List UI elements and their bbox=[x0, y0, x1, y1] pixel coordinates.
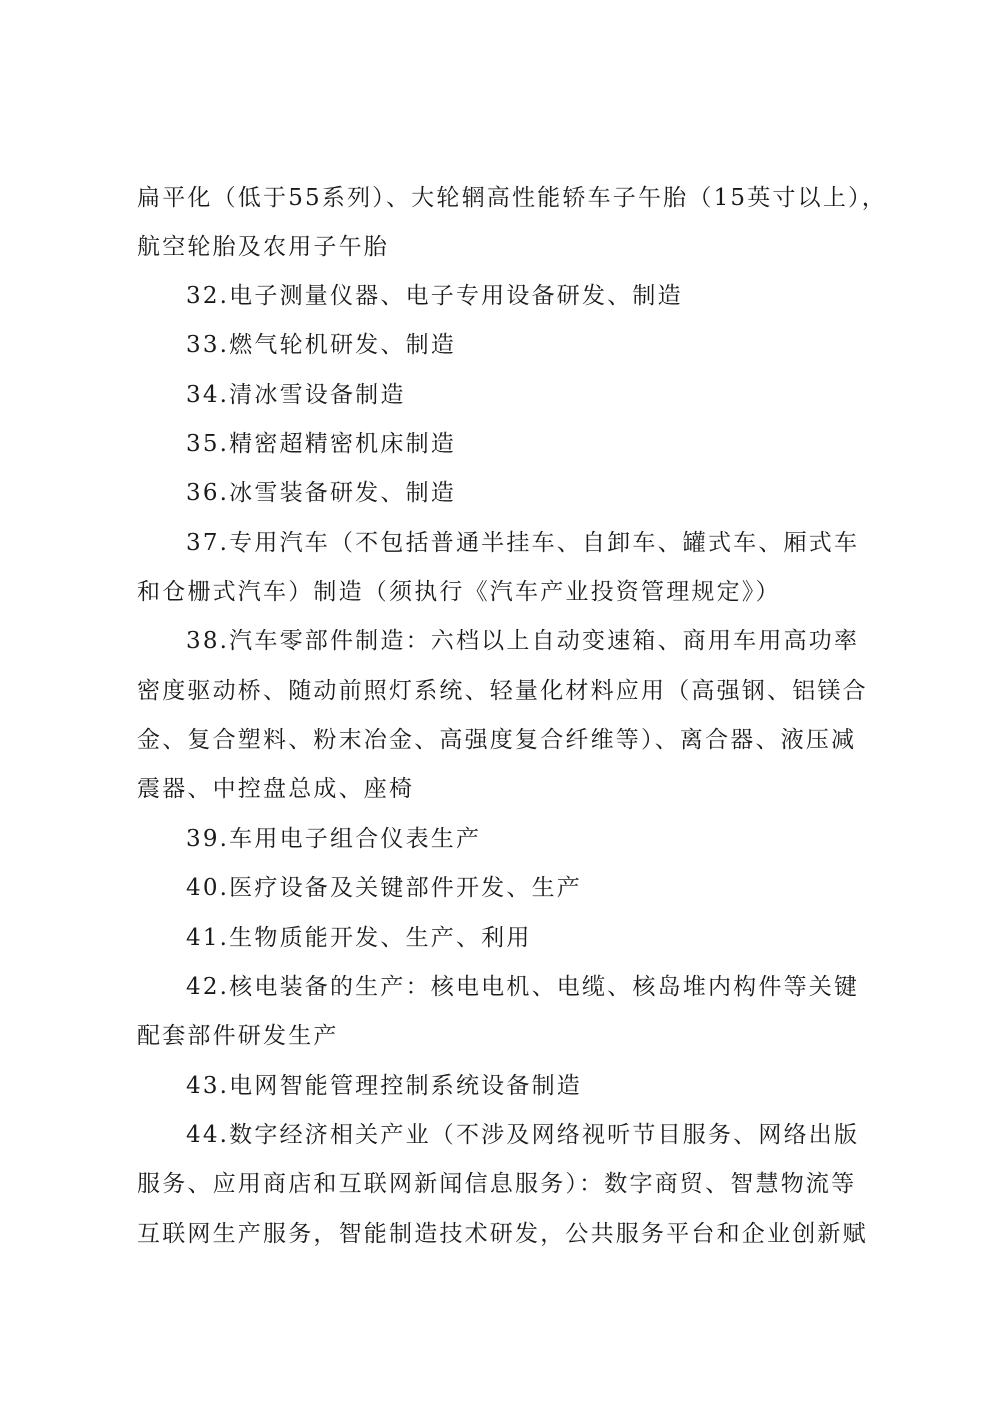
paragraph-line: 服务、应用商店和互联网新闻信息服务）：数字商贸、智慧物流等 bbox=[137, 1171, 857, 1197]
list-item: 32.电子测量仪器、电子专用设备研发、制造 bbox=[186, 283, 683, 309]
paragraph-line: 互联网生产服务，智能制造技术研发，公共服务平台和企业创新赋 bbox=[137, 1221, 868, 1247]
list-item: 35.精密超精密机床制造 bbox=[186, 431, 456, 457]
list-item: 37.专用汽车（不包括普通半挂车、自卸车、罐式车、厢式车 bbox=[186, 530, 860, 556]
list-item: 41.生物质能开发、生产、利用 bbox=[186, 925, 532, 951]
paragraph-line: 金、复合塑料、粉末冶金、高强度复合纤维等）、离合器、液压减 bbox=[137, 727, 857, 753]
paragraph-line: 和仓栅式汽车）制造（须执行《汽车产业投资管理规定》） bbox=[137, 579, 781, 605]
list-item: 33.燃气轮机研发、制造 bbox=[186, 332, 456, 358]
paragraph-line: 密度驱动桥、随动前照灯系统、轻量化材料应用（高强钢、铝镁合 bbox=[137, 678, 868, 704]
list-item: 44.数字经济相关产业（不涉及网络视听节目服务、网络出版 bbox=[186, 1122, 860, 1148]
list-item: 42.核电装备的生产：核电电机、电缆、核岛堆内构件等关键 bbox=[186, 974, 860, 1000]
list-item: 38.汽车零部件制造：六档以上自动变速箱、商用车用高功率 bbox=[186, 628, 860, 654]
list-item: 39.车用电子组合仪表生产 bbox=[186, 826, 482, 852]
paragraph-line: 配套部件研发生产 bbox=[137, 1023, 339, 1049]
paragraph-line: 震器、中控盘总成、座椅 bbox=[137, 776, 415, 802]
list-item: 43.电网智能管理控制系统设备制造 bbox=[186, 1073, 582, 1099]
paragraph-line: 扁平化（低于55系列）、大轮辋高性能轿车子午胎（15英寸以上）， bbox=[137, 185, 887, 211]
list-item: 36.冰雪装备研发、制造 bbox=[186, 480, 456, 506]
list-item: 40.医疗设备及关键部件开发、生产 bbox=[186, 875, 582, 901]
list-item: 34.清冰雪设备制造 bbox=[186, 382, 406, 408]
paragraph-line: 航空轮胎及农用子午胎 bbox=[137, 234, 389, 260]
